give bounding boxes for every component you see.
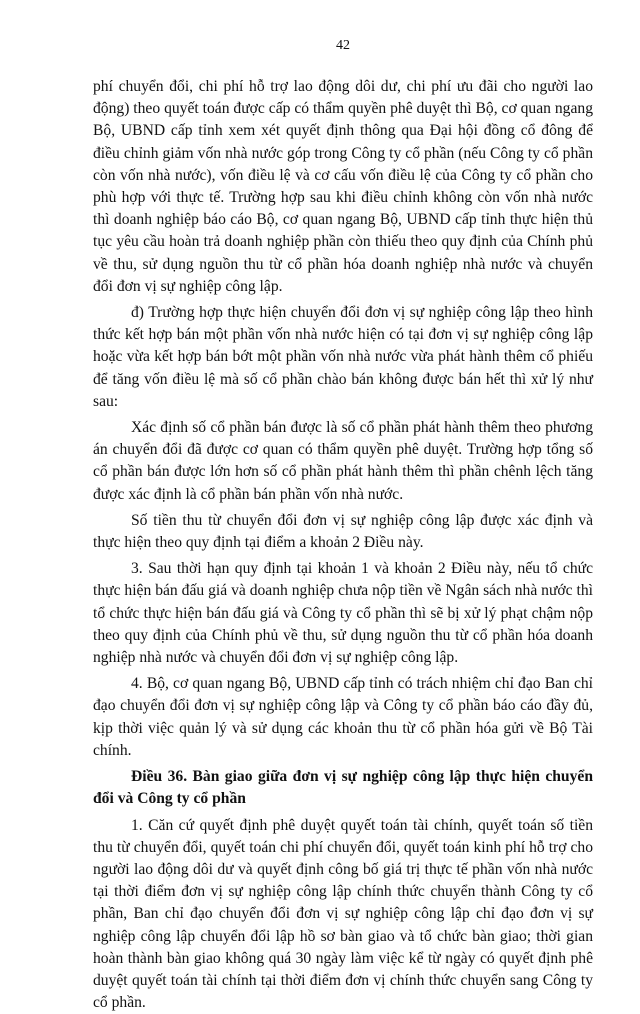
paragraph-article-36-clause-1: 1. Căn cứ quyết định phê duyệt quyết toán tài chính, quyết toán số tiền thu từ chuyển đổi, quyết toán chi phí chuyển đổi, quyết toán kinh phí hỗ trợ cho người lao động dôi dư và quyết định công bố giá trị thực tế phần vốn nhà nước tại thời điểm đơn vị sự nghiệp công lập chính thức chuyển thành Công ty cổ phần, Ban chỉ đạo chuyển đổi đơn vị sự nghiệp công lập chỉ đạo đơn vị sự nghiệp công lập chuyển đổi lập hồ sơ bàn giao và tổ chức bàn giao; thời gian hoàn thành bàn giao không quá 30 ngày làm việc kể từ ngày có quyết định phê duyệt quyết toán tài chính tại thời điểm đơn vị chính thức chuyển sang Công ty cổ phần.: [93, 815, 593, 1014]
article-36-heading: Điều 36. Bàn giao giữa đơn vị sự nghiệp công lập thực hiện chuyển đổi và Công ty cổ phần: [93, 766, 593, 810]
paragraph-continuation: phí chuyển đổi, chi phí hỗ trợ lao động dôi dư, chi phí ưu đãi cho người lao động) theo quyết toán được cấp có thẩm quyền phê duyệt thì Bộ, cơ quan ngang Bộ, UBND cấp tỉnh xem xét quyết định thông qua Đại hội đồng cổ đông để điều chỉnh giảm vốn nhà nước góp trong Công ty cổ phần (nếu Công ty cổ phần còn vốn nhà nước), vốn điều lệ và cơ cấu vốn điều lệ của Công ty cổ phần cho phù hợp với thực tế. Trường hợp sau khi điều chỉnh không còn vốn nhà nước thì doanh nghiệp báo cáo Bộ, cơ quan ngang Bộ, UBND cấp tỉnh thực hiện thủ tục yêu cầu hoàn trả doanh nghiệp phần còn thiếu theo quy định của Chính phủ về thu, sử dụng nguồn thu từ cổ phần hóa doanh nghiệp nhà nước và chuyển đổi đơn vị sự nghiệp công lập.: [93, 76, 593, 298]
paragraph-clause-d: đ) Trường hợp thực hiện chuyển đổi đơn vị sự nghiệp công lập theo hình thức kết hợp bán một phần vốn nhà nước hiện có tại đơn vị sự nghiệp công lập hoặc vừa kết hợp bán bớt một phần vốn nhà nước vừa phát hành thêm cổ phiếu để tăng vốn điều lệ mà số cổ phần chào bán không được bán hết thì xử lý như sau:: [93, 302, 593, 413]
paragraph-clause-3: 3. Sau thời hạn quy định tại khoản 1 và khoản 2 Điều này, nếu tổ chức thực hiện bán đấu giá và doanh nghiệp chưa nộp tiền về Ngân sách nhà nước thì tổ chức thực hiện bán đấu giá và Công ty cổ phần thì sẽ bị xử lý phạt chậm nộp theo quy định của Chính phủ về thu, sử dụng nguồn thu từ cổ phần hóa doanh nghiệp nhà nước và chuyển đổi đơn vị sự nghiệp công lập.: [93, 558, 593, 669]
page-number: 42: [93, 38, 593, 54]
paragraph-proceeds: Số tiền thu từ chuyển đổi đơn vị sự nghiệp công lập được xác định và thực hiện theo quy định tại điểm a khoản 2 Điều này.: [93, 510, 593, 554]
paragraph-shares-sold: Xác định số cổ phần bán được là số cổ phần phát hành thêm theo phương án chuyển đổi đã được cơ quan có thẩm quyền phê duyệt. Trường hợp tổng số cổ phần bán được lớn hơn số cổ phần phát hành thêm thì phần chênh lệch tăng được xác định là cổ phần bán phần vốn nhà nước.: [93, 417, 593, 506]
paragraph-clause-4: 4. Bộ, cơ quan ngang Bộ, UBND cấp tỉnh có trách nhiệm chỉ đạo Ban chỉ đạo chuyển đổi đơn vị sự nghiệp công lập và Công ty cổ phần báo cáo đầy đủ, kịp thời việc quản lý và sử dụng các khoản thu từ cổ phần hóa gửi về Bộ Tài chính.: [93, 673, 593, 762]
